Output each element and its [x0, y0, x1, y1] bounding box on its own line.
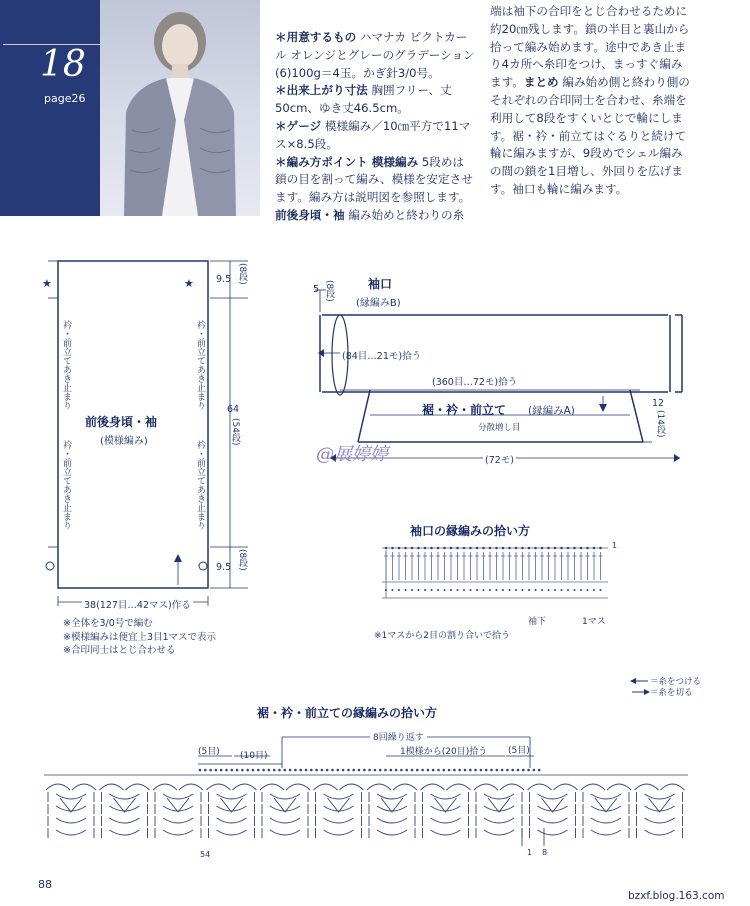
- dim-height-rows: (54段): [230, 418, 240, 446]
- hem-chart-l4: (5目): [508, 746, 530, 756]
- dim-left-top-rows: (8段): [237, 263, 247, 285]
- hem-chart-n1: 1: [527, 848, 533, 857]
- dim-left-top: 9.5: [216, 274, 232, 285]
- legend-cut: ＝糸を切る: [650, 688, 693, 698]
- side-label-left-bottom: 衿・前立てあき止まり: [61, 440, 71, 530]
- body-title: 前後身頃・袖: [85, 415, 158, 429]
- gauge-val: 模様編み／10㎝平方で11マス×8.5段。: [275, 118, 471, 151]
- side-label-right-top: 衿・前立てあき止まり: [195, 320, 205, 410]
- hem-increase: 分散増し目: [478, 423, 521, 433]
- sleeve-title: 袖口: [368, 277, 393, 291]
- page-number: 88: [38, 878, 52, 891]
- size-key: ＊出来上がり寸法: [275, 83, 368, 98]
- hem-chart-repeat: 8回繰り返す: [370, 730, 427, 743]
- hem-pickup: (360目…72モ)拾う: [432, 377, 518, 388]
- sleeve-chart-row: 1: [612, 541, 618, 550]
- side-label-left-top: 衿・前立てあき止まり: [61, 320, 71, 410]
- gauge-key: ＊ゲージ: [275, 118, 322, 133]
- dim-left-bottom: 9.5: [216, 562, 232, 573]
- hem-title: 裾・衿・前立て: [422, 403, 507, 417]
- sleeve-chart-note: ※1マスから2目の割り合いで拾う: [374, 631, 510, 641]
- sleeve-subtitle: (縁編みB): [356, 298, 401, 309]
- sleeve-chart-underarm: 袖下: [528, 617, 547, 627]
- hem-chart-title: 裾・衿・前立ての縁編みの拾い方: [257, 706, 438, 720]
- instr-p1: 端は袖下の合印をとじ合わせるために約20㎝残します。鎖の半目と裏山から拾って編み始めます。途中であき止まり4カ所へ糸印をつけ、まっすぐ編みます。: [490, 4, 690, 90]
- dim-width: 38(127目…42マス)作る: [82, 597, 193, 611]
- notes-block: [63, 617, 216, 658]
- dim-left-bottom-rows: (8段): [237, 549, 247, 571]
- hem-height-rows: (14段): [655, 410, 665, 438]
- body-subtitle: (模様編み): [100, 436, 148, 447]
- hem-chart-n8: 8: [542, 848, 548, 857]
- watermark: @展婷婷: [316, 444, 388, 465]
- svg-text:★: ★: [42, 277, 52, 290]
- svg-text:★: ★: [184, 277, 194, 290]
- note-1: ※全体を3/0号で編む: [63, 618, 153, 629]
- dim-height: 64: [227, 404, 240, 415]
- hem-chart-l3: 1模様から(20目)拾う: [400, 747, 488, 757]
- body-key: 前後身頃・袖: [275, 207, 345, 222]
- side-label-right-bottom: 衿・前立てあき止まり: [195, 440, 205, 530]
- body-val: 編み始めと終わりの糸: [348, 207, 465, 222]
- points-key: ＊編み方ポイント 模様編み: [275, 154, 419, 169]
- finishing-key: まとめ: [523, 75, 559, 90]
- hem-bottom: (72モ): [483, 452, 516, 466]
- note-2: ※模様編みは便宜上3目1マスで表示: [63, 631, 217, 643]
- size-val: 胸囲フリー、丈50cm、ゆき丈46.5cm。: [275, 83, 452, 116]
- page-reference: page26: [44, 92, 86, 105]
- pattern-number: 18: [40, 44, 86, 85]
- points-val: 5段めは鎖の目を割って編み、模様を安定させます。編み方は説明図を参照します。: [275, 154, 473, 205]
- sleeve-pickup: (84目…21モ)拾う: [342, 351, 422, 362]
- hem-chart-n54: 54: [200, 850, 211, 859]
- site-credit: bzxf.blog.163.com: [628, 890, 725, 902]
- sleeve-height-rows: (8段): [324, 280, 334, 302]
- note-3: ※合印同士はとじ合わせる: [63, 645, 176, 656]
- sleeve-chart-title: 袖口の縁編みの拾い方: [410, 524, 531, 538]
- hem-chart-l1: (5目): [198, 747, 220, 757]
- hem-chart-l2: (10目): [240, 751, 268, 761]
- instr-p2: 編み始め側と終わり側のそれぞれの合印同士を合わせ、糸端を利用して8段をすくいとじで輪にします。裾・衿・前立てはぐるりと続けて輪に編みますが、9段めでシェル編みの間の鎖を1目増し、外回りを広げます。袖口も輪に編みます。: [490, 75, 690, 196]
- hem-subtitle: (縁編みA): [528, 405, 575, 417]
- materials-key: ＊用意するもの: [275, 30, 357, 44]
- sleeve-chart-unit: 1マス: [582, 617, 606, 627]
- sleeve-height: 5: [313, 284, 320, 295]
- legend-attach: ＝糸をつける: [650, 677, 702, 687]
- hem-height: 12: [652, 398, 665, 409]
- materials-val: ハマナカ ピクトカール オレンジとグレーのグラデーション(6)100g＝4玉。かぎ針3/0号。: [275, 30, 475, 80]
